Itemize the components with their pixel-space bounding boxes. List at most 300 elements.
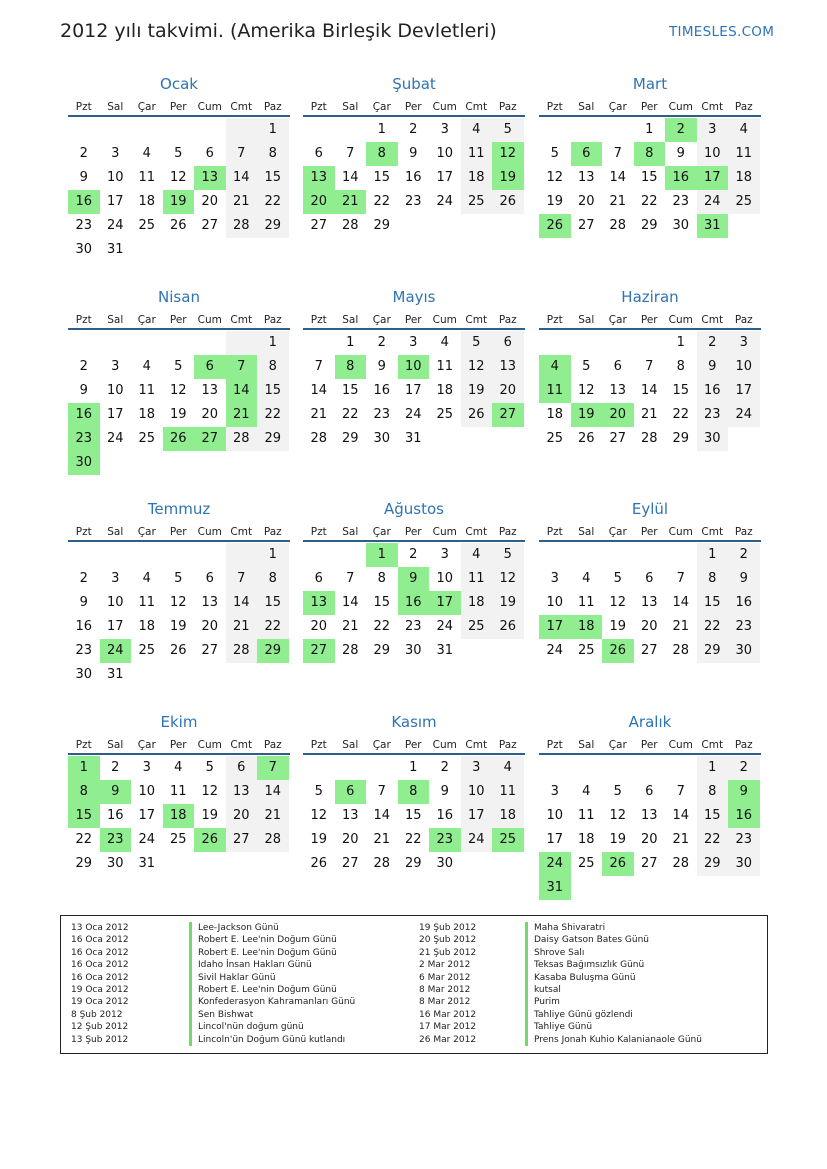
day-cell[interactable]: 2 [728, 756, 760, 780]
day-cell-holiday[interactable]: 19 [571, 403, 603, 427]
day-cell[interactable]: 22 [640, 194, 658, 209]
day-cell[interactable]: 17 [106, 619, 124, 634]
day-cell[interactable]: 4 [461, 118, 493, 142]
day-cell[interactable]: 20 [577, 194, 595, 209]
day-cell[interactable]: 3 [111, 571, 120, 586]
day-cell[interactable]: 19 [609, 832, 627, 847]
day-cell[interactable]: 1 [697, 543, 729, 567]
site-link[interactable]: TIMESLES.COM [669, 24, 775, 40]
day-cell[interactable]: 31 [404, 431, 422, 446]
day-cell[interactable]: 21 [672, 619, 690, 634]
day-cell[interactable]: 24 [546, 643, 564, 658]
day-cell[interactable]: 12 [201, 784, 219, 799]
day-cell[interactable]: 16 [728, 591, 760, 615]
day-cell[interactable]: 11 [138, 383, 156, 398]
day-cell[interactable]: 12 [492, 567, 524, 591]
day-cell[interactable]: 1 [697, 756, 729, 780]
day-cell[interactable]: 19 [310, 832, 328, 847]
day-cell[interactable]: 11 [436, 359, 454, 374]
day-cell[interactable]: 23 [75, 643, 93, 658]
day-cell[interactable]: 28 [310, 431, 328, 446]
day-cell[interactable]: 16 [404, 170, 422, 185]
day-cell-holiday[interactable]: 8 [398, 780, 430, 804]
day-cell[interactable]: 3 [440, 547, 449, 562]
day-cell-holiday[interactable]: 18 [163, 804, 195, 828]
day-cell[interactable]: 31 [106, 242, 124, 257]
day-cell[interactable]: 11 [492, 780, 524, 804]
day-cell-holiday[interactable]: 31 [539, 876, 571, 900]
day-cell[interactable]: 15 [672, 383, 690, 398]
day-cell[interactable]: 12 [310, 808, 328, 823]
day-cell-holiday[interactable]: 4 [539, 355, 571, 379]
day-cell[interactable]: 5 [613, 784, 622, 799]
day-cell[interactable]: 17 [461, 804, 493, 828]
day-cell[interactable]: 10 [106, 595, 124, 610]
day-cell[interactable]: 5 [613, 571, 622, 586]
day-cell-holiday[interactable]: 19 [492, 166, 524, 190]
day-cell[interactable]: 27 [577, 218, 595, 233]
day-cell[interactable]: 17 [106, 407, 124, 422]
day-cell[interactable]: 20 [201, 619, 219, 634]
day-cell-holiday[interactable]: 26 [163, 427, 195, 451]
day-cell[interactable]: 16 [373, 383, 391, 398]
day-cell[interactable]: 13 [226, 780, 258, 804]
day-cell[interactable]: 18 [577, 832, 595, 847]
day-cell[interactable]: 9 [79, 595, 88, 610]
day-cell[interactable]: 9 [79, 170, 88, 185]
day-cell-holiday[interactable]: 15 [68, 804, 100, 828]
day-cell-holiday[interactable]: 2 [665, 118, 697, 142]
day-cell[interactable]: 8 [257, 567, 289, 591]
day-cell[interactable]: 20 [640, 832, 658, 847]
day-cell-holiday[interactable]: 14 [226, 379, 258, 403]
day-cell[interactable]: 29 [75, 856, 93, 871]
day-cell[interactable]: 26 [169, 643, 187, 658]
day-cell[interactable]: 3 [550, 784, 559, 799]
day-cell[interactable]: 23 [672, 194, 690, 209]
day-cell-holiday[interactable]: 23 [100, 828, 132, 852]
day-cell[interactable]: 2 [79, 571, 88, 586]
day-cell[interactable]: 7 [346, 146, 355, 161]
day-cell-holiday[interactable]: 7 [257, 756, 289, 780]
day-cell[interactable]: 2 [409, 547, 418, 562]
day-cell[interactable]: 28 [341, 643, 359, 658]
day-cell[interactable]: 24 [436, 194, 454, 209]
day-cell[interactable]: 14 [341, 170, 359, 185]
day-cell[interactable]: 18 [138, 407, 156, 422]
day-cell[interactable]: 12 [169, 170, 187, 185]
day-cell[interactable]: 12 [546, 170, 564, 185]
day-cell[interactable]: 18 [138, 619, 156, 634]
day-cell[interactable]: 25 [138, 218, 156, 233]
day-cell[interactable]: 12 [609, 595, 627, 610]
day-cell[interactable]: 29 [672, 431, 690, 446]
day-cell[interactable]: 13 [577, 170, 595, 185]
day-cell[interactable]: 24 [138, 832, 156, 847]
day-cell[interactable]: 5 [205, 760, 214, 775]
day-cell-holiday[interactable]: 25 [492, 828, 524, 852]
day-cell[interactable]: 17 [728, 379, 760, 403]
day-cell[interactable]: 6 [645, 784, 654, 799]
day-cell[interactable]: 18 [546, 407, 564, 422]
day-cell[interactable]: 6 [205, 146, 214, 161]
day-cell[interactable]: 5 [314, 784, 323, 799]
day-cell[interactable]: 15 [697, 804, 729, 828]
day-cell[interactable]: 13 [201, 595, 219, 610]
day-cell[interactable]: 13 [640, 595, 658, 610]
day-cell-holiday[interactable]: 6 [194, 355, 226, 379]
day-cell[interactable]: 26 [310, 856, 328, 871]
day-cell[interactable]: 12 [169, 595, 187, 610]
day-cell[interactable]: 28 [672, 856, 690, 871]
day-cell[interactable]: 10 [106, 170, 124, 185]
day-cell[interactable]: 15 [640, 170, 658, 185]
day-cell[interactable]: 14 [226, 591, 258, 615]
day-cell[interactable]: 25 [436, 407, 454, 422]
day-cell[interactable]: 30 [75, 667, 93, 682]
day-cell[interactable]: 18 [492, 804, 524, 828]
day-cell[interactable]: 3 [409, 335, 418, 350]
day-cell[interactable]: 25 [461, 190, 493, 214]
day-cell[interactable]: 10 [138, 784, 156, 799]
day-cell[interactable]: 6 [613, 359, 622, 374]
day-cell[interactable]: 15 [373, 170, 391, 185]
day-cell[interactable]: 23 [75, 218, 93, 233]
day-cell[interactable]: 9 [409, 146, 418, 161]
day-cell[interactable]: 19 [201, 808, 219, 823]
day-cell[interactable]: 10 [436, 146, 454, 161]
day-cell-holiday[interactable]: 18 [571, 615, 603, 639]
day-cell[interactable]: 14 [672, 808, 690, 823]
day-cell[interactable]: 15 [373, 595, 391, 610]
day-cell[interactable]: 16 [106, 808, 124, 823]
day-cell[interactable]: 22 [257, 615, 289, 639]
day-cell[interactable]: 14 [310, 383, 328, 398]
day-cell[interactable]: 27 [609, 431, 627, 446]
day-cell[interactable]: 21 [640, 407, 658, 422]
day-cell[interactable]: 7 [645, 359, 654, 374]
day-cell[interactable]: 20 [226, 804, 258, 828]
day-cell-holiday[interactable]: 9 [728, 780, 760, 804]
day-cell[interactable]: 15 [697, 591, 729, 615]
day-cell[interactable]: 3 [728, 331, 760, 355]
day-cell[interactable]: 1 [257, 331, 289, 355]
day-cell[interactable]: 29 [257, 427, 289, 451]
day-cell[interactable]: 2 [377, 335, 386, 350]
day-cell[interactable]: 8 [697, 567, 729, 591]
day-cell-holiday[interactable]: 16 [728, 804, 760, 828]
day-cell[interactable]: 21 [310, 407, 328, 422]
day-cell[interactable]: 27 [341, 856, 359, 871]
day-cell[interactable]: 25 [138, 643, 156, 658]
day-cell-holiday[interactable]: 17 [539, 615, 571, 639]
day-cell[interactable]: 11 [728, 142, 760, 166]
day-cell[interactable]: 2 [409, 122, 418, 137]
day-cell[interactable]: 26 [577, 431, 595, 446]
day-cell[interactable]: 29 [341, 431, 359, 446]
day-cell-holiday[interactable]: 8 [335, 355, 367, 379]
day-cell[interactable]: 1 [257, 118, 289, 142]
day-cell-holiday[interactable]: 17 [697, 166, 729, 190]
day-cell-holiday[interactable]: 30 [68, 451, 100, 475]
day-cell-holiday[interactable]: 16 [665, 166, 697, 190]
day-cell[interactable]: 22 [257, 190, 289, 214]
day-cell[interactable]: 30 [75, 242, 93, 257]
day-cell[interactable]: 23 [728, 615, 760, 639]
day-cell[interactable]: 10 [697, 142, 729, 166]
day-cell[interactable]: 29 [697, 852, 729, 876]
day-cell[interactable]: 7 [314, 359, 323, 374]
day-cell[interactable]: 30 [373, 431, 391, 446]
day-cell[interactable]: 9 [440, 784, 449, 799]
day-cell[interactable]: 27 [640, 856, 658, 871]
day-cell[interactable]: 27 [201, 643, 219, 658]
day-cell[interactable]: 17 [404, 383, 422, 398]
day-cell[interactable]: 11 [577, 808, 595, 823]
day-cell[interactable]: 27 [310, 218, 328, 233]
day-cell[interactable]: 10 [546, 808, 564, 823]
day-cell[interactable]: 8 [257, 142, 289, 166]
day-cell[interactable]: 8 [257, 355, 289, 379]
day-cell-holiday[interactable]: 16 [68, 403, 100, 427]
day-cell[interactable]: 18 [436, 383, 454, 398]
day-cell[interactable]: 7 [613, 146, 622, 161]
day-cell[interactable]: 24 [404, 407, 422, 422]
day-cell[interactable]: 25 [728, 190, 760, 214]
day-cell-holiday[interactable]: 17 [429, 591, 461, 615]
day-cell[interactable]: 11 [138, 595, 156, 610]
day-cell[interactable]: 22 [672, 407, 690, 422]
day-cell[interactable]: 1 [346, 335, 355, 350]
day-cell[interactable]: 15 [257, 166, 289, 190]
day-cell[interactable]: 3 [550, 571, 559, 586]
day-cell[interactable]: 24 [106, 218, 124, 233]
day-cell-holiday[interactable]: 16 [68, 190, 100, 214]
day-cell[interactable]: 10 [436, 571, 454, 586]
day-cell-holiday[interactable]: 19 [163, 190, 195, 214]
day-cell-holiday[interactable]: 9 [398, 567, 430, 591]
day-cell[interactable]: 2 [440, 760, 449, 775]
day-cell-holiday[interactable]: 26 [602, 639, 634, 663]
day-cell-holiday[interactable]: 8 [634, 142, 666, 166]
day-cell[interactable]: 28 [373, 856, 391, 871]
day-cell-holiday[interactable]: 29 [257, 639, 289, 663]
day-cell-holiday[interactable]: 20 [303, 190, 335, 214]
day-cell[interactable]: 20 [201, 407, 219, 422]
day-cell[interactable]: 2 [79, 146, 88, 161]
day-cell-holiday[interactable]: 26 [194, 828, 226, 852]
day-cell-holiday[interactable]: 7 [226, 355, 258, 379]
day-cell-holiday[interactable]: 27 [303, 639, 335, 663]
day-cell-holiday[interactable]: 13 [303, 591, 335, 615]
day-cell[interactable]: 5 [550, 146, 559, 161]
day-cell[interactable]: 12 [169, 383, 187, 398]
day-cell[interactable]: 7 [226, 142, 258, 166]
day-cell[interactable]: 14 [373, 808, 391, 823]
day-cell[interactable]: 30 [697, 427, 729, 451]
day-cell[interactable]: 30 [728, 639, 760, 663]
day-cell[interactable]: 3 [440, 122, 449, 137]
day-cell-holiday[interactable]: 26 [602, 852, 634, 876]
day-cell-holiday[interactable]: 8 [366, 142, 398, 166]
day-cell[interactable]: 22 [373, 194, 391, 209]
day-cell[interactable]: 24 [106, 431, 124, 446]
day-cell[interactable]: 23 [404, 194, 422, 209]
day-cell[interactable]: 21 [672, 832, 690, 847]
day-cell-holiday[interactable]: 1 [68, 756, 100, 780]
day-cell[interactable]: 13 [341, 808, 359, 823]
day-cell[interactable]: 30 [672, 218, 690, 233]
day-cell[interactable]: 19 [546, 194, 564, 209]
day-cell[interactable]: 24 [461, 828, 493, 852]
day-cell-holiday[interactable]: 26 [539, 214, 571, 238]
day-cell-holiday[interactable]: 13 [194, 166, 226, 190]
day-cell[interactable]: 5 [461, 331, 493, 355]
day-cell[interactable]: 25 [577, 856, 595, 871]
day-cell-holiday[interactable]: 27 [492, 403, 524, 427]
day-cell[interactable]: 29 [373, 643, 391, 658]
day-cell-holiday[interactable]: 13 [303, 166, 335, 190]
day-cell[interactable]: 12 [461, 355, 493, 379]
day-cell-holiday[interactable]: 24 [100, 639, 132, 663]
day-cell-holiday[interactable]: 16 [398, 591, 430, 615]
day-cell[interactable]: 4 [728, 118, 760, 142]
day-cell-holiday[interactable]: 9 [100, 780, 132, 804]
day-cell[interactable]: 27 [201, 218, 219, 233]
day-cell[interactable]: 15 [404, 808, 422, 823]
day-cell[interactable]: 11 [138, 170, 156, 185]
day-cell[interactable]: 3 [142, 760, 151, 775]
day-cell[interactable]: 19 [169, 619, 187, 634]
day-cell[interactable]: 8 [377, 571, 386, 586]
day-cell[interactable]: 28 [609, 218, 627, 233]
day-cell-holiday[interactable]: 6 [571, 142, 603, 166]
day-cell-holiday[interactable]: 8 [68, 780, 100, 804]
day-cell-holiday[interactable]: 10 [398, 355, 430, 379]
day-cell[interactable]: 18 [138, 194, 156, 209]
day-cell[interactable]: 18 [461, 166, 493, 190]
day-cell[interactable]: 25 [461, 615, 493, 639]
day-cell[interactable]: 7 [676, 784, 685, 799]
day-cell[interactable]: 6 [205, 571, 214, 586]
day-cell[interactable]: 4 [142, 571, 151, 586]
day-cell[interactable]: 21 [257, 804, 289, 828]
day-cell[interactable]: 6 [314, 571, 323, 586]
day-cell[interactable]: 4 [582, 784, 591, 799]
day-cell[interactable]: 9 [676, 146, 685, 161]
day-cell[interactable]: 16 [697, 379, 729, 403]
day-cell[interactable]: 29 [640, 218, 658, 233]
day-cell[interactable]: 20 [640, 619, 658, 634]
day-cell[interactable]: 22 [75, 832, 93, 847]
day-cell[interactable]: 3 [111, 146, 120, 161]
day-cell-holiday[interactable]: 23 [68, 427, 100, 451]
day-cell[interactable]: 26 [492, 190, 524, 214]
day-cell[interactable]: 21 [226, 190, 258, 214]
day-cell[interactable]: 6 [226, 756, 258, 780]
day-cell[interactable]: 4 [142, 146, 151, 161]
day-cell[interactable]: 5 [174, 571, 183, 586]
day-cell[interactable]: 15 [341, 383, 359, 398]
day-cell[interactable]: 10 [728, 355, 760, 379]
day-cell[interactable]: 30 [106, 856, 124, 871]
day-cell[interactable]: 13 [640, 808, 658, 823]
day-cell[interactable]: 24 [436, 619, 454, 634]
day-cell[interactable]: 5 [174, 359, 183, 374]
day-cell[interactable]: 25 [577, 643, 595, 658]
day-cell[interactable]: 3 [111, 359, 120, 374]
day-cell[interactable]: 20 [492, 379, 524, 403]
day-cell[interactable]: 7 [226, 567, 258, 591]
day-cell[interactable]: 4 [461, 543, 493, 567]
day-cell[interactable]: 27 [226, 828, 258, 852]
day-cell[interactable]: 18 [728, 166, 760, 190]
day-cell-holiday[interactable]: 27 [194, 427, 226, 451]
day-cell[interactable]: 5 [174, 146, 183, 161]
day-cell[interactable]: 22 [697, 828, 729, 852]
day-cell[interactable]: 22 [341, 407, 359, 422]
day-cell[interactable]: 2 [79, 359, 88, 374]
day-cell[interactable]: 14 [226, 166, 258, 190]
day-cell-holiday[interactable]: 24 [539, 852, 571, 876]
day-cell[interactable]: 11 [461, 567, 493, 591]
day-cell[interactable]: 30 [404, 643, 422, 658]
day-cell[interactable]: 10 [106, 383, 124, 398]
day-cell[interactable]: 25 [169, 832, 187, 847]
day-cell[interactable]: 3 [697, 118, 729, 142]
day-cell[interactable]: 15 [257, 591, 289, 615]
day-cell[interactable]: 19 [492, 591, 524, 615]
day-cell[interactable]: 17 [436, 170, 454, 185]
day-cell[interactable]: 26 [169, 218, 187, 233]
day-cell-holiday[interactable]: 1 [366, 543, 398, 567]
day-cell[interactable]: 6 [492, 331, 524, 355]
day-cell[interactable]: 1 [676, 335, 685, 350]
day-cell[interactable]: 21 [341, 619, 359, 634]
day-cell[interactable]: 14 [609, 170, 627, 185]
day-cell[interactable]: 28 [226, 427, 258, 451]
day-cell[interactable]: 8 [676, 359, 685, 374]
day-cell[interactable]: 23 [404, 619, 422, 634]
day-cell[interactable]: 17 [106, 194, 124, 209]
day-cell[interactable]: 4 [142, 359, 151, 374]
day-cell[interactable]: 23 [728, 828, 760, 852]
day-cell[interactable]: 29 [257, 214, 289, 238]
day-cell[interactable]: 7 [377, 784, 386, 799]
day-cell[interactable]: 30 [728, 852, 760, 876]
day-cell[interactable]: 9 [79, 383, 88, 398]
day-cell[interactable]: 19 [169, 407, 187, 422]
day-cell[interactable]: 2 [111, 760, 120, 775]
day-cell[interactable]: 17 [546, 832, 564, 847]
day-cell[interactable]: 9 [697, 355, 729, 379]
day-cell[interactable]: 13 [609, 383, 627, 398]
day-cell[interactable]: 4 [440, 335, 449, 350]
day-cell[interactable]: 1 [409, 760, 418, 775]
day-cell[interactable]: 21 [226, 615, 258, 639]
day-cell[interactable]: 19 [461, 379, 493, 403]
day-cell[interactable]: 11 [169, 784, 187, 799]
day-cell[interactable]: 29 [697, 639, 729, 663]
day-cell[interactable]: 20 [310, 619, 328, 634]
day-cell[interactable]: 13 [492, 355, 524, 379]
day-cell[interactable]: 28 [640, 431, 658, 446]
day-cell[interactable]: 22 [257, 403, 289, 427]
day-cell[interactable]: 23 [373, 407, 391, 422]
day-cell[interactable]: 14 [672, 595, 690, 610]
day-cell[interactable]: 14 [257, 780, 289, 804]
day-cell[interactable]: 21 [373, 832, 391, 847]
